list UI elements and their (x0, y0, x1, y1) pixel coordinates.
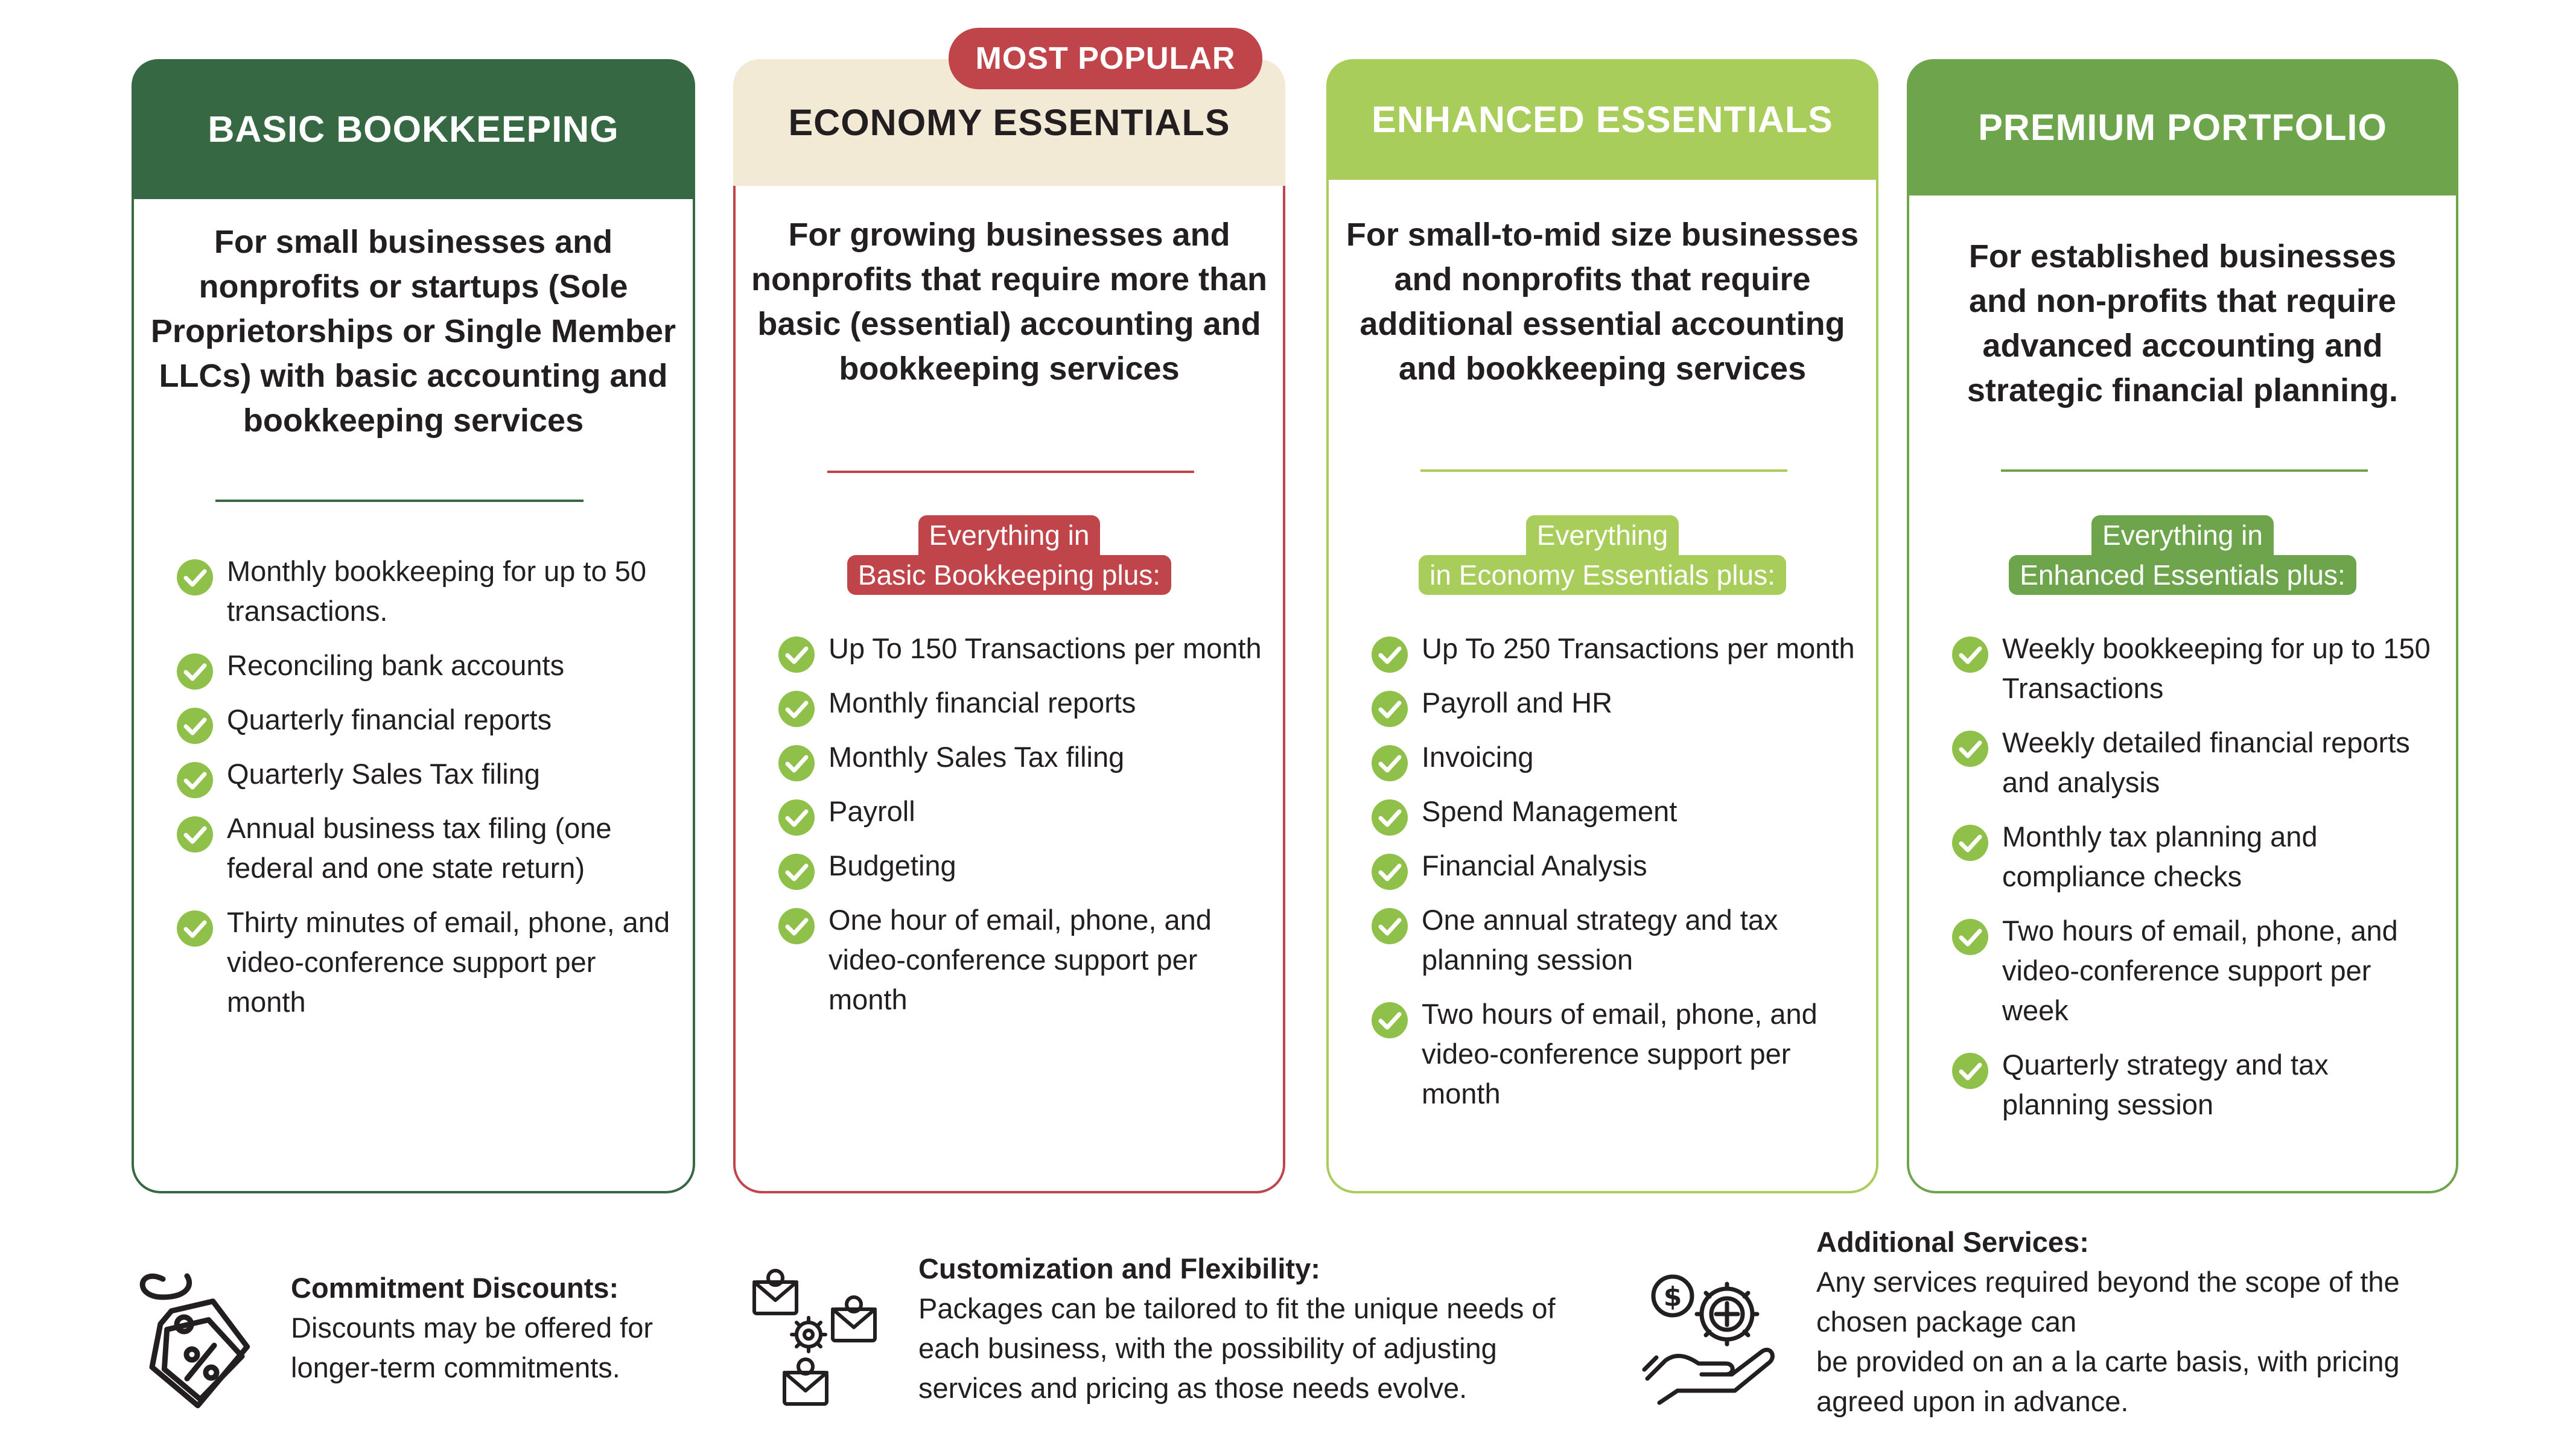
check-icon (176, 816, 214, 853)
check-icon (176, 707, 214, 745)
note-title: Commitment Discounts: (291, 1272, 619, 1304)
divider (1420, 469, 1787, 472)
feature-item: Invoicing (1371, 737, 1858, 777)
feature-item: Annual business tax filing (one federal and one state return) (176, 808, 675, 888)
check-icon (778, 853, 815, 891)
feature-item: Reconciling bank accounts (176, 646, 675, 685)
feature-item: Two hours of email, phone, and video-conference support per month (1371, 994, 1858, 1114)
discount-tag-icon (127, 1255, 259, 1418)
feature-item: Monthly bookkeeping for up to 50 transactions. (176, 551, 675, 631)
note-title: Additional Services: (1816, 1226, 2089, 1258)
includes-badge: Everything in Enhanced Essentials plus: (1909, 515, 2456, 595)
note-line: services and pricing as those needs evolve. (918, 1372, 1468, 1404)
plan-description: For small businesses and nonprofits or startups (Sole Proprietorships or Single Member LLCs) with basic accounting and bookkeeping services (150, 224, 676, 439)
check-icon (1371, 907, 1408, 945)
feature-item: One hour of email, phone, and video-conference support per month (778, 900, 1265, 1020)
plan-title: ENHANCED ESSENTIALS (1372, 99, 1833, 140)
feature-item: Payroll and HR (1371, 683, 1858, 723)
plan-title: PREMIUM PORTFOLIO (1978, 107, 2387, 148)
note-line: Packages can be tailored to fit the unique needs of (918, 1292, 1556, 1324)
check-icon (1371, 690, 1408, 728)
note-commitment-discounts (291, 1268, 653, 1388)
plan-title: ECONOMY ESSENTIALS (788, 102, 1230, 143)
plan-card-premium (1907, 59, 2458, 1193)
feature-item: Two hours of email, phone, and video-conference support per week (1951, 911, 2438, 1030)
plan-header-enhanced (1326, 59, 1878, 180)
feature-item: Monthly financial reports (778, 683, 1265, 723)
plan-description: For small-to-mid size businesses and nonprofits that require additional essential accounting and bookkeeping services (1346, 217, 1859, 387)
feature-list (176, 551, 675, 1037)
plan-card-enhanced (1326, 59, 1878, 1193)
note-title: Customization and Flexibility: (918, 1253, 1320, 1284)
check-icon (1951, 1052, 1989, 1090)
plan-description: For growing businesses and nonprofits that require more than basic (essential) accounting and bookkeeping services (751, 217, 1268, 387)
plan-card-basic (132, 59, 695, 1193)
check-icon (1951, 636, 1989, 673)
note-line: longer-term commitments. (291, 1351, 620, 1383)
check-icon (1371, 1002, 1408, 1039)
feature-item: Weekly detailed financial reports and analysis (1951, 723, 2438, 802)
plan-card-economy (733, 59, 1285, 1193)
feature-item: Monthly tax planning and compliance checks (1951, 817, 2438, 897)
note-line: each business, with the possibility of adjusting (918, 1332, 1497, 1364)
check-icon (778, 745, 815, 782)
check-icon (778, 799, 815, 836)
divider (215, 500, 584, 502)
divider (827, 471, 1194, 473)
svg-text:$: $ (1663, 1281, 1682, 1312)
check-icon (176, 910, 214, 947)
note-line: Discounts may be offered for (291, 1312, 653, 1344)
check-icon (778, 636, 815, 673)
feature-item: Up To 150 Transactions per month (778, 629, 1265, 668)
most-popular-badge: MOST POPULAR (949, 28, 1262, 89)
check-icon (1951, 918, 1989, 956)
check-icon (176, 653, 214, 690)
plan-description: For established businesses and non-profits that require advanced accounting and strategic financial planning. (1967, 238, 2399, 408)
plan-header-premium (1907, 59, 2458, 195)
feature-item: Spend Management (1371, 792, 1858, 831)
check-icon (176, 559, 214, 596)
plan-title: BASIC BOOKKEEPING (208, 109, 619, 150)
includes-badge: Everything in Basic Bookkeeping plus: (736, 515, 1283, 595)
check-icon (176, 761, 214, 799)
note-additional-services (1816, 1222, 2400, 1421)
feature-list (1951, 629, 2438, 1139)
feature-item: Monthly Sales Tax filing (778, 737, 1265, 777)
check-icon (1371, 745, 1408, 782)
check-icon (1951, 824, 1989, 862)
check-icon (1371, 853, 1408, 891)
check-icon (1371, 636, 1408, 673)
note-line: Any services required beyond the scope of the (1816, 1266, 2400, 1298)
feature-item: Budgeting (778, 846, 1265, 886)
feature-item: Up To 250 Transactions per month (1371, 629, 1858, 668)
customization-people-icon (748, 1267, 881, 1412)
feature-list (778, 629, 1265, 1034)
feature-item: Payroll (778, 792, 1265, 831)
feature-item: One annual strategy and tax planning session (1371, 900, 1858, 980)
feature-item: Quarterly strategy and tax planning session (1951, 1045, 2438, 1125)
feature-item: Quarterly Sales Tax filing (176, 754, 675, 794)
feature-list (1371, 629, 1858, 1128)
feature-item: Thirty minutes of email, phone, and video-conference support per month (176, 903, 675, 1022)
feature-item: Financial Analysis (1371, 846, 1858, 886)
note-customization (918, 1249, 1556, 1408)
note-line: chosen package can (1816, 1306, 2077, 1338)
note-line: be provided on an a la carte basis, with pricing (1816, 1345, 2400, 1377)
divider (2001, 469, 2368, 472)
includes-badge: Everything in Economy Essentials plus: (1329, 515, 1876, 595)
check-icon (1951, 730, 1989, 767)
plan-header-basic (132, 59, 695, 199)
check-icon (778, 907, 815, 945)
feature-item: Quarterly financial reports (176, 700, 675, 740)
check-icon (1371, 799, 1408, 836)
note-line: agreed upon in advance. (1816, 1385, 2129, 1417)
feature-item: Weekly bookkeeping for up to 150 Transactions (1951, 629, 2438, 708)
additional-services-icon (1641, 1267, 1780, 1406)
check-icon (778, 690, 815, 728)
